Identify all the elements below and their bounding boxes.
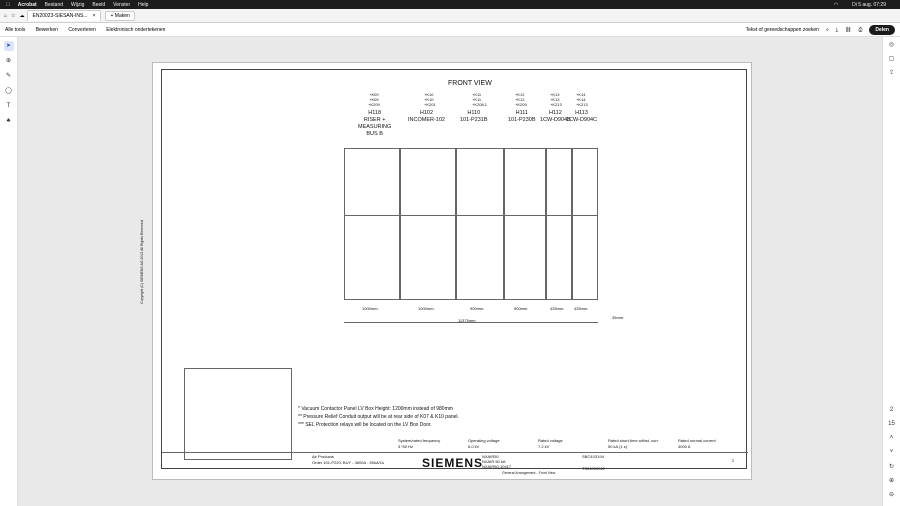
note: * Vacuum Contactor Panel LV Box Height: 1200mm instead of 980mm: [298, 406, 453, 412]
sheet-title: General Arrangement - Front View: [502, 471, 556, 475]
spacer: [883, 83, 900, 403]
spec-label: Rated normal current: [678, 438, 716, 443]
col-refs: +K11 +K11 +K208.1: [472, 92, 488, 107]
left-tool-rail: [0, 37, 18, 506]
col-name: H118 RISER + MEASURING BUS B: [358, 110, 392, 137]
note: ** Pressure Relief Conduit output will be at rear side of K07 & K10 panel.: [298, 414, 459, 420]
width-dim: 1000mm.: [362, 306, 379, 311]
spec-label: Operating voltage: [468, 438, 500, 443]
export-icon[interactable]: ⇪: [888, 70, 895, 76]
spec-label: System/rated frequency: [398, 438, 441, 443]
spec-label: Rated short-time withst. curr.: [608, 438, 659, 443]
menu-sign[interactable]: Elektronisch ondertekenen: [106, 26, 166, 33]
share-button[interactable]: Delen: [869, 25, 895, 35]
cabinet-h112: [546, 148, 572, 300]
link-icon[interactable]: ⛓: [845, 26, 852, 33]
zoom-out-icon[interactable]: ⊖: [888, 492, 895, 498]
width-dim: 900mm.: [470, 306, 485, 311]
menu-venster[interactable]: Venster: [109, 1, 127, 8]
document-number: TS24039022: [582, 466, 605, 471]
col-refs: +K10 +K10 +K201: [424, 92, 436, 107]
spec-value: 3~50 Hz: [398, 444, 414, 449]
col-refs: +K09 +K09 +K209: [368, 92, 380, 107]
menu-edit[interactable]: Bewerken: [35, 26, 58, 33]
col-refs: +K12 +K12 +K209: [515, 92, 527, 107]
app-name[interactable]: Acrobat: [14, 1, 33, 8]
siemens-logo: SIEMENS: [422, 456, 484, 470]
title-block-line: [162, 452, 748, 453]
col-name: H113 1CW-D904C: [566, 110, 598, 123]
cabinet-h111: [504, 148, 546, 300]
download-icon[interactable]: ⤓: [835, 26, 838, 33]
tab-bar: [0, 9, 900, 23]
cloud-icon[interactable]: ☁: [19, 12, 25, 19]
col-refs: +K14 +K14 +K213: [576, 92, 588, 107]
select-icon[interactable]: ➤: [4, 41, 14, 51]
load-data-table: [184, 368, 292, 460]
menu-bestand[interactable]: Bestand: [40, 1, 60, 8]
reference: SBO103194: [582, 454, 604, 459]
menu-convert[interactable]: Converteren: [68, 26, 96, 33]
close-icon[interactable]: ×: [92, 13, 96, 19]
cabinet-h110: [456, 148, 504, 300]
pdf-page: [139, 62, 752, 480]
print-icon[interactable]: ⎙: [858, 26, 863, 33]
spec-value: 50 kA (1 s): [608, 444, 628, 449]
main-toolbar: [0, 23, 900, 37]
col-name: H110 101-P231B: [460, 110, 488, 123]
tab-title: EN20023-SIESAN-INS...: [32, 13, 88, 19]
pages-icon[interactable]: ▢: [888, 56, 895, 62]
total-dim: 11375mm.: [458, 318, 477, 323]
width-dim: 1000mm.: [418, 306, 435, 311]
search-label[interactable]: Tekst of gereedschappen zoeken: [745, 26, 819, 33]
page-up-icon[interactable]: ˄: [889, 435, 894, 441]
mac-menu-bar: [0, 0, 900, 9]
cabinet-h102: [400, 148, 456, 300]
sheet-number: 2: [732, 458, 735, 463]
cabinet-h118: [344, 148, 400, 300]
description: Air Products Order 101-P220, BUY - 4600A - 50kA/1s: [312, 454, 384, 465]
zoom-in-icon[interactable]: ⊕: [888, 478, 895, 484]
page-number[interactable]: 2: [889, 407, 894, 413]
menu-beeld[interactable]: Beeld: [88, 1, 102, 8]
page-total: 15: [888, 421, 895, 427]
home-icon[interactable]: ⌂: [4, 12, 8, 19]
col-name: H112 1CW-D904B: [540, 110, 571, 123]
spec-value: 4000 A: [678, 444, 691, 449]
lv-box-line: [344, 215, 598, 216]
col-name: H111 101-P230B: [508, 110, 536, 123]
note: *** SEL Protection relays will be located on the LV Box Door.: [298, 422, 432, 428]
lasso-icon[interactable]: ◯: [5, 88, 12, 94]
menu-wijzig[interactable]: Wijzig: [67, 1, 81, 8]
search-icon[interactable]: ⌕: [825, 26, 829, 33]
width-dim: 435mm.: [574, 306, 589, 311]
side-dim: 35mm.: [612, 315, 625, 320]
document-tab[interactable]: [27, 10, 102, 21]
new-tab-button[interactable]: + Maken: [105, 11, 134, 21]
rotate-icon[interactable]: ↻: [888, 464, 895, 470]
star-icon[interactable]: ☆: [11, 12, 16, 19]
col-name: H102 INCOMER-102: [408, 110, 445, 123]
apple-icon[interactable]: [6, 2, 10, 8]
col-refs: +K13 +K13 +K213: [550, 92, 562, 107]
right-tool-rail: [882, 37, 900, 506]
spec-value: 6.0 kV: [468, 444, 480, 449]
new-tab-label: Maken: [114, 12, 130, 19]
width-dim: 900mm.: [514, 306, 529, 311]
menu-help[interactable]: Help: [134, 1, 145, 8]
comment-icon[interactable]: ◎: [888, 42, 895, 48]
width-dim: 435mm.: [550, 306, 565, 311]
zoom-icon[interactable]: ⊕: [5, 58, 12, 64]
text-icon[interactable]: T: [6, 103, 11, 109]
drawing-title: FRONT VIEW: [448, 80, 492, 87]
product-info: NXAIR50 NXAIR 50 kA NXAIR50-10417: [482, 454, 512, 469]
page-down-icon[interactable]: ˅: [889, 449, 894, 455]
pen-icon[interactable]: ✎: [5, 73, 12, 79]
drawing-frame: [139, 69, 747, 475]
copyright: Copyright (C) SIEMENS AG 2012 All Rights Reserved: [139, 220, 144, 304]
wifi-icon[interactable]: ◠: [833, 1, 839, 8]
menu-all-tools[interactable]: Alle tools: [5, 26, 26, 33]
spec-value: 7.2 kV: [538, 444, 550, 449]
cabinet-h113: [572, 148, 598, 300]
stamp-icon[interactable]: ♣: [6, 118, 11, 124]
clock[interactable]: Di 5 aug. 07:29: [852, 1, 886, 8]
spec-label: Rated voltage: [538, 438, 563, 443]
